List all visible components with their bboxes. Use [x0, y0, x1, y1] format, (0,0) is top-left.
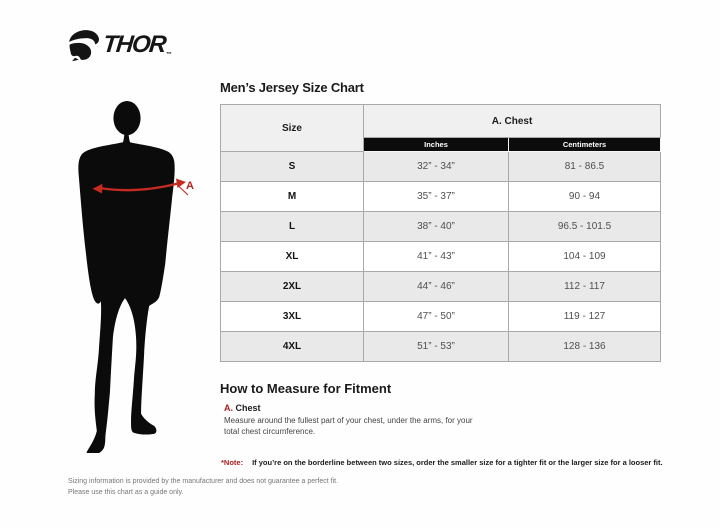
column-header-size: Size	[221, 105, 364, 152]
fitment-heading: How to Measure for Fitment	[220, 381, 392, 396]
size-cell: M	[221, 182, 364, 212]
centimeters-cell: 128 - 136	[509, 332, 661, 362]
centimeters-cell: 104 - 109	[509, 242, 661, 272]
size-chart-title: Men’s Jersey Size Chart	[220, 80, 364, 95]
size-cell: 3XL	[221, 302, 364, 332]
centimeters-cell: 119 - 127	[509, 302, 661, 332]
inches-cell: 44” - 46”	[364, 272, 509, 302]
fitment-description	[224, 415, 473, 437]
note-text: If you’re on the borderline between two sizes, order the smaller size for a tighter fit or the larger size for a looser fit.	[252, 458, 663, 467]
sizing-note	[221, 458, 663, 467]
size-cell: 2XL	[221, 272, 364, 302]
note-label: *Note:	[221, 458, 244, 467]
column-header-chest: A. Chest	[364, 105, 661, 138]
table-row	[221, 272, 661, 302]
centimeters-cell: 96.5 - 101.5	[509, 212, 661, 242]
unit-header-centimeters: Centimeters	[509, 138, 661, 152]
brand-wordmark: THOR	[101, 31, 167, 58]
centimeters-cell: 90 - 94	[509, 182, 661, 212]
disclaimer-line: Please use this chart as a guide only.	[68, 488, 184, 496]
fitment-measure-name: Chest	[235, 403, 261, 413]
table-row	[221, 242, 661, 272]
inches-cell: 35” - 37”	[364, 182, 509, 212]
chest-measure-label: A	[186, 180, 194, 192]
size-cell: L	[221, 212, 364, 242]
table-row	[221, 182, 661, 212]
inches-cell: 38” - 40”	[364, 212, 509, 242]
disclaimer-line: Sizing information is provided by the manufacturer and does not guarantee a perfect fit.	[68, 478, 339, 485]
inches-cell: 32” - 34”	[364, 152, 509, 182]
table-row	[221, 302, 661, 332]
goat-head-icon	[66, 29, 100, 61]
unit-header-inches: Inches	[364, 138, 509, 152]
brand-logo	[66, 28, 172, 62]
chest-measure-arrow-icon	[92, 177, 196, 201]
fitment-description-line: Measure around the fullest part of your chest, under the arms, for your	[224, 416, 473, 425]
table-row	[221, 212, 661, 242]
inches-cell: 51” - 53”	[364, 332, 509, 362]
size-cell: 4XL	[221, 332, 364, 362]
fitment-measure-label	[224, 403, 261, 413]
table-row	[221, 332, 661, 362]
inches-cell: 47” - 50”	[364, 302, 509, 332]
fitment-measure-key: A.	[224, 403, 233, 413]
centimeters-cell: 112 - 117	[509, 272, 661, 302]
trademark-symbol: ™	[166, 52, 172, 58]
body-silhouette	[76, 101, 178, 453]
size-chart-table	[220, 104, 661, 362]
manufacturer-disclaimer	[68, 477, 338, 498]
inches-cell: 41” - 43”	[364, 242, 509, 272]
fitment-description-line: total chest circumference.	[224, 427, 316, 436]
size-cell: XL	[221, 242, 364, 272]
size-cell: S	[221, 152, 364, 182]
centimeters-cell: 81 - 86.5	[509, 152, 661, 182]
table-row	[221, 152, 661, 182]
